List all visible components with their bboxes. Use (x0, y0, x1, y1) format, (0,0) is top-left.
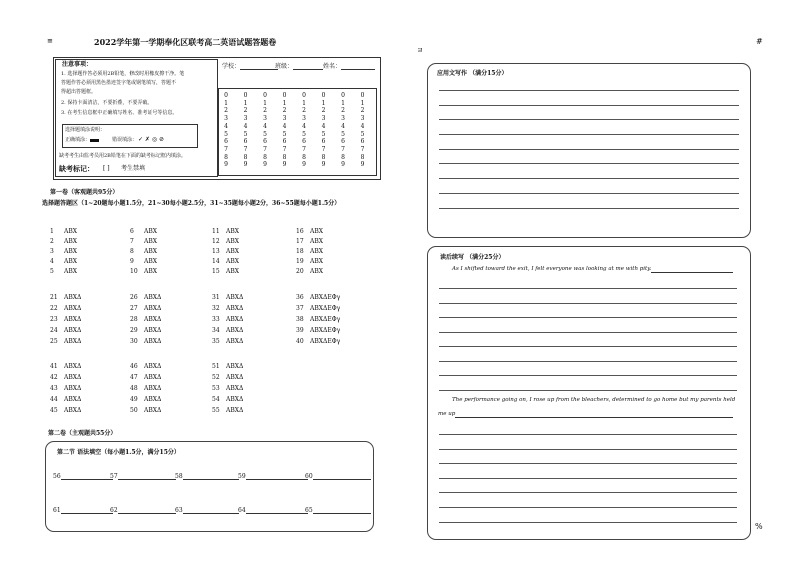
answer-row[interactable] (296, 259, 323, 265)
answer-options[interactable]: ABX (144, 248, 158, 255)
question-number: 2 (50, 238, 54, 245)
ruled-line[interactable] (439, 178, 739, 179)
answer-options[interactable]: ABXΔ (144, 338, 162, 345)
answer-row[interactable] (212, 375, 243, 381)
question-number: 39 (296, 327, 304, 334)
answer-row[interactable] (50, 239, 77, 245)
school-label: 学校： (222, 64, 278, 70)
answer-row[interactable] (50, 306, 81, 312)
answer-row[interactable] (296, 249, 323, 255)
answer-options[interactable]: ABXΔ (226, 338, 244, 345)
answer-row[interactable] (212, 306, 243, 312)
blank-line[interactable] (118, 479, 176, 480)
question-number: 20 (296, 268, 304, 275)
grammar-blank[interactable] (238, 508, 308, 514)
question-number: 43 (50, 385, 58, 392)
blank-number: 58 (175, 473, 183, 480)
ruled-line[interactable] (439, 303, 737, 304)
blank-line[interactable] (313, 479, 371, 480)
ruled-line[interactable] (439, 361, 737, 362)
answer-row[interactable] (50, 408, 81, 414)
answer-options[interactable]: ABX (64, 238, 78, 245)
question-number: 8 (130, 248, 134, 255)
answer-row[interactable] (130, 269, 157, 275)
ruled-line[interactable] (439, 434, 737, 435)
ruled-line[interactable] (439, 492, 737, 493)
question-number: 52 (212, 374, 220, 381)
corner-mark-bottom-right: % (755, 522, 763, 531)
answer-row[interactable] (212, 249, 239, 255)
question-number: 4 (50, 258, 54, 265)
blank-line[interactable] (313, 513, 371, 514)
blank-line[interactable] (61, 479, 113, 480)
answer-options[interactable]: ABXΔ (64, 374, 82, 381)
answer-row[interactable] (296, 317, 340, 323)
answer-row[interactable] (212, 328, 243, 334)
continuation-prompt-2: The performance going on, I rose up from the bleachers, determined to go home but my parents held (452, 397, 736, 403)
blank-number: 56 (53, 473, 61, 480)
answer-row[interactable] (130, 328, 161, 334)
id-digit-column[interactable]: 0 1 2 3 4 5 6 7 8 9 (302, 92, 306, 169)
answer-options[interactable]: ABXΔΕΦγ (310, 338, 341, 345)
answer-row[interactable] (212, 295, 243, 301)
grammar-blank[interactable] (53, 474, 113, 480)
question-number: 12 (212, 238, 220, 245)
answer-row[interactable] (130, 339, 161, 345)
question-number: 30 (130, 338, 138, 345)
ruled-line[interactable] (439, 134, 739, 135)
answer-options[interactable]: ABXΔ (226, 407, 244, 414)
blank-number: 60 (305, 473, 313, 480)
corner-mark-top-right: # (756, 37, 763, 46)
answer-options[interactable]: ABX (310, 228, 324, 235)
answer-row[interactable] (50, 364, 81, 370)
question-number: 48 (130, 385, 138, 392)
notice-item: 1. 选择题作答必须用2B铅笔，修改时用橡皮擦干净。笔 (61, 71, 185, 77)
grammar-blank[interactable] (110, 474, 176, 480)
id-digit-column[interactable]: 0 1 2 3 4 5 6 7 8 9 (263, 92, 267, 169)
answer-options[interactable]: ABXΔ (64, 294, 82, 301)
answer-options[interactable]: ABXΔ (226, 396, 244, 403)
answer-options[interactable]: ABXΔ (226, 374, 244, 381)
answer-options[interactable]: ABX (144, 258, 158, 265)
continuation-title: 读后续写 （满分25分） (440, 254, 505, 261)
correct-fill-mark (90, 139, 99, 142)
answer-row[interactable] (50, 328, 81, 334)
blank-number: 59 (238, 473, 246, 480)
answer-row[interactable] (50, 339, 81, 345)
question-number: 29 (130, 327, 138, 334)
wrong-fill-label: 错误填涂： (112, 137, 138, 143)
question-number: 7 (130, 238, 134, 245)
grammar-blank[interactable] (305, 474, 371, 480)
question-number: 49 (130, 396, 138, 403)
answer-row[interactable] (296, 328, 340, 334)
answer-options[interactable]: ABX (310, 268, 324, 275)
answer-options[interactable]: ABXΔ (226, 385, 244, 392)
answer-row[interactable] (50, 269, 77, 275)
question-number: 42 (50, 374, 58, 381)
answer-options[interactable]: ABXΔΕΦγ (310, 327, 341, 334)
question-number: 11 (212, 228, 220, 235)
question-number: 46 (130, 363, 138, 370)
notice-heading: 注意事项： (62, 61, 93, 68)
answer-row[interactable] (212, 239, 239, 245)
corner-mark-top-left: ≌ (47, 37, 53, 45)
question-number: 15 (212, 268, 220, 275)
part2-heading: 第二卷（主观题共55分） (48, 430, 117, 437)
corner-mark-middle: ョ (416, 45, 424, 54)
question-number: 35 (212, 338, 220, 345)
continuation-prompt-1: As I shifted toward the exit, I felt everyone was looking at me with pity. (452, 267, 733, 273)
answer-options[interactable]: ABX (64, 258, 78, 265)
answer-row[interactable] (130, 317, 161, 323)
answer-row[interactable] (50, 295, 81, 301)
question-number: 10 (130, 268, 138, 275)
question-number: 47 (130, 374, 138, 381)
absent-note: 缺考考生由监考员用2B铅笔在下面的缺考标记框内填涂。 (59, 153, 186, 159)
continuation-box (427, 246, 751, 540)
grammar-blank[interactable] (53, 508, 113, 514)
answer-row[interactable] (296, 269, 323, 275)
question-number: 51 (212, 363, 220, 370)
answer-row[interactable] (50, 375, 81, 381)
answer-options[interactable]: ABX (226, 248, 240, 255)
answer-row[interactable] (212, 386, 243, 392)
question-number: 22 (50, 305, 58, 312)
question-number: 14 (212, 258, 220, 265)
question-number: 3 (50, 248, 54, 255)
ruled-line[interactable] (439, 449, 737, 450)
id-digit-column[interactable]: 0 1 2 3 4 5 6 7 8 9 (341, 92, 345, 169)
question-number: 50 (130, 407, 138, 414)
answer-row[interactable] (212, 229, 239, 235)
answer-options[interactable]: ABXΔ (144, 396, 162, 403)
answer-row[interactable] (130, 408, 161, 414)
ruled-line[interactable] (439, 346, 737, 347)
id-digit-column[interactable]: 0 1 2 3 4 5 6 7 8 9 (360, 92, 365, 169)
answer-options[interactable]: ABXΔ (226, 305, 244, 312)
answer-options[interactable]: ABX (226, 258, 240, 265)
ruled-line[interactable] (439, 390, 737, 391)
question-number: 38 (296, 316, 304, 323)
question-number: 27 (130, 305, 138, 312)
ruled-line[interactable] (439, 332, 737, 333)
question-number: 19 (296, 258, 304, 265)
ruled-line[interactable] (439, 288, 737, 289)
part1-subheading: 选择题答题区（1~20题每小题1.5分，21~30每小题2.5分，31~35题每小题2分，36~55题每小题1.5分） (42, 200, 341, 207)
question-number: 26 (130, 294, 138, 301)
writing-title: 应用文写作 （满分15分） (437, 70, 508, 77)
question-number: 9 (130, 258, 134, 265)
answer-options[interactable]: ABXΔ (226, 327, 244, 334)
question-number: 44 (50, 396, 58, 403)
question-number: 28 (130, 316, 138, 323)
answer-options[interactable]: ABXΔΕΦγ (310, 294, 341, 301)
blank-number: 65 (305, 507, 313, 514)
blank-line[interactable] (183, 479, 239, 480)
ruled-line[interactable] (439, 478, 737, 479)
answer-row[interactable] (50, 229, 77, 235)
answer-options[interactable]: ABXΔ (64, 338, 82, 345)
answer-row[interactable] (130, 259, 157, 265)
answer-row[interactable] (130, 375, 161, 381)
question-number: 18 (296, 248, 304, 255)
question-number: 53 (212, 385, 220, 392)
ruled-line[interactable] (439, 317, 737, 318)
absent-label: 缺考标记： (59, 164, 94, 173)
blank-number: 57 (110, 473, 118, 480)
blank-line[interactable] (118, 513, 176, 514)
question-number: 32 (212, 305, 220, 312)
ruled-line[interactable] (439, 90, 739, 91)
ruled-line[interactable] (439, 163, 739, 164)
question-number: 6 (130, 228, 134, 235)
continuation-prompt-2b: me up (438, 412, 733, 418)
blank-number: 62 (110, 507, 118, 514)
notice-item: 3. 在考生信息框中正确填写姓名、准考证号等信息。 (61, 110, 178, 116)
answer-row[interactable] (296, 339, 340, 345)
question-number: 23 (50, 316, 58, 323)
answer-options[interactable]: ABXΔ (226, 316, 244, 323)
correct-fill-label: 正确填涂： (65, 137, 91, 143)
answer-row[interactable] (130, 364, 161, 370)
answer-options[interactable]: ABXΔ (226, 294, 244, 301)
blank-line[interactable] (61, 513, 113, 514)
answer-options[interactable]: ABX (226, 268, 240, 275)
question-number: 40 (296, 338, 304, 345)
answer-row[interactable] (50, 259, 77, 265)
answer-row[interactable] (130, 295, 161, 301)
answer-row[interactable] (212, 408, 243, 414)
question-number: 55 (212, 407, 220, 414)
answer-options[interactable]: ABXΔ (144, 316, 162, 323)
page-title: 2022学年第一学期奉化区联考高二英语试题答题卷 (94, 37, 277, 47)
answer-options[interactable]: ABXΔ (64, 305, 82, 312)
answer-row[interactable] (130, 229, 157, 235)
answer-options[interactable]: ABX (226, 238, 240, 245)
answer-row[interactable] (212, 339, 243, 345)
id-digit-column[interactable]: 0 1 2 3 4 5 6 7 8 9 (224, 92, 228, 169)
answer-row[interactable] (130, 239, 157, 245)
answer-options[interactable]: ABXΔ (226, 363, 244, 370)
answer-options[interactable]: ABXΔΕΦγ (310, 316, 341, 323)
answer-row[interactable] (50, 249, 77, 255)
id-digit-column[interactable]: 0 1 2 3 4 5 6 7 8 9 (282, 92, 287, 169)
answer-options[interactable]: ABXΔ (64, 327, 82, 334)
answer-options[interactable]: ABXΔ (64, 385, 82, 392)
answer-options[interactable]: ABX (64, 248, 78, 255)
notice-item: 得超出答题框。 (61, 89, 97, 95)
grammar-blank[interactable] (238, 474, 308, 480)
blank-number: 63 (175, 507, 183, 514)
name-label: 姓名： (323, 64, 375, 70)
answer-options[interactable]: ABXΔ (144, 407, 162, 414)
ruled-line[interactable] (439, 522, 737, 523)
answer-row[interactable] (130, 397, 161, 403)
answer-options[interactable]: ABX (144, 228, 158, 235)
answer-options[interactable]: ABX (144, 268, 158, 275)
absent-name: 考生禁填 (121, 165, 146, 172)
wrong-fill-marks: ✓ ✗ ◎ ⊘ (138, 136, 165, 143)
absent-checkbox: [ ] (103, 165, 110, 172)
answer-options[interactable]: ABX (310, 258, 324, 265)
question-number: 17 (296, 238, 304, 245)
answer-options[interactable]: ABXΔΕΦγ (310, 305, 341, 312)
question-number: 13 (212, 248, 220, 255)
answer-options[interactable]: ABXΔ (144, 294, 162, 301)
answer-options[interactable]: ABX (310, 238, 324, 245)
answer-options[interactable]: ABXΔ (144, 374, 162, 381)
question-number: 36 (296, 294, 304, 301)
ruled-line[interactable] (439, 375, 737, 376)
answer-options[interactable]: ABXΔ (64, 407, 82, 414)
question-number: 45 (50, 407, 58, 414)
class-label: 班级： (275, 64, 323, 70)
answer-row[interactable] (296, 239, 323, 245)
ruled-line[interactable] (439, 149, 739, 150)
answer-options[interactable]: ABXΔ (64, 363, 82, 370)
question-number: 1 (50, 228, 54, 235)
answer-row[interactable] (296, 306, 340, 312)
grammar-blank[interactable] (305, 508, 371, 514)
answer-options[interactable]: ABX (144, 238, 158, 245)
answer-row[interactable] (212, 259, 239, 265)
answer-options[interactable]: ABX (310, 248, 324, 255)
question-number: 24 (50, 327, 58, 334)
question-number: 34 (212, 327, 220, 334)
grammar-blank[interactable] (175, 474, 239, 480)
answer-options[interactable]: ABXΔ (144, 385, 162, 392)
answer-row[interactable] (50, 397, 81, 403)
notice-item: 2. 保持卡面清洁，不要折叠，不要弄破。 (61, 100, 153, 106)
ruled-line[interactable] (439, 507, 737, 508)
answer-row[interactable] (50, 386, 81, 392)
ruled-line[interactable] (439, 105, 739, 106)
answer-row[interactable] (50, 317, 81, 323)
question-number: 25 (50, 338, 58, 345)
grammar-section-title: 第二节 语法填空（每小题1.5分，满分15分） (57, 449, 180, 456)
answer-row[interactable] (130, 306, 161, 312)
question-number: 41 (50, 363, 58, 370)
answer-options[interactable]: ABX (64, 228, 78, 235)
fill-example-label: 选择题填涂说明： (65, 127, 106, 133)
blank-line[interactable] (246, 513, 308, 514)
question-number: 31 (212, 294, 220, 301)
question-number: 21 (50, 294, 58, 301)
ruled-line[interactable] (439, 463, 737, 464)
blank-number: 64 (238, 507, 246, 514)
ruled-line[interactable] (439, 208, 739, 209)
answer-options[interactable]: ABX (226, 228, 240, 235)
answer-options[interactable]: ABXΔ (64, 316, 82, 323)
question-number: 5 (50, 268, 54, 275)
notice-item: 答题作答必须用黑色墨迹签字笔或钢笔填写，答题不 (61, 80, 177, 86)
answer-row[interactable] (296, 229, 323, 235)
part1-heading: 第一卷（客观题共95分） (50, 189, 119, 196)
question-number: 33 (212, 316, 220, 323)
answer-row[interactable] (212, 317, 243, 323)
id-digit-column[interactable]: 0 1 2 3 4 5 6 7 8 9 (243, 92, 248, 169)
ruled-line[interactable] (439, 119, 739, 120)
grammar-blank[interactable] (175, 508, 239, 514)
grammar-blank[interactable] (110, 508, 176, 514)
blank-number: 61 (53, 507, 61, 514)
answer-row[interactable] (212, 269, 239, 275)
answer-row[interactable] (130, 386, 161, 392)
answer-row[interactable] (130, 249, 157, 255)
answer-options[interactable]: ABXΔ (64, 396, 82, 403)
answer-options[interactable]: ABXΔ (144, 305, 162, 312)
answer-row[interactable] (212, 364, 243, 370)
question-number: 37 (296, 305, 304, 312)
ruled-line[interactable] (439, 193, 739, 194)
answer-options[interactable]: ABXΔ (144, 327, 162, 334)
answer-options[interactable]: ABXΔ (144, 363, 162, 370)
question-number: 54 (212, 396, 220, 403)
blank-line[interactable] (246, 479, 308, 480)
blank-line[interactable] (183, 513, 239, 514)
id-digit-column[interactable]: 0 1 2 3 4 5 6 7 8 9 (321, 92, 326, 169)
answer-options[interactable]: ABX (64, 268, 78, 275)
answer-row[interactable] (212, 397, 243, 403)
question-number: 16 (296, 228, 304, 235)
answer-row[interactable] (296, 295, 340, 301)
